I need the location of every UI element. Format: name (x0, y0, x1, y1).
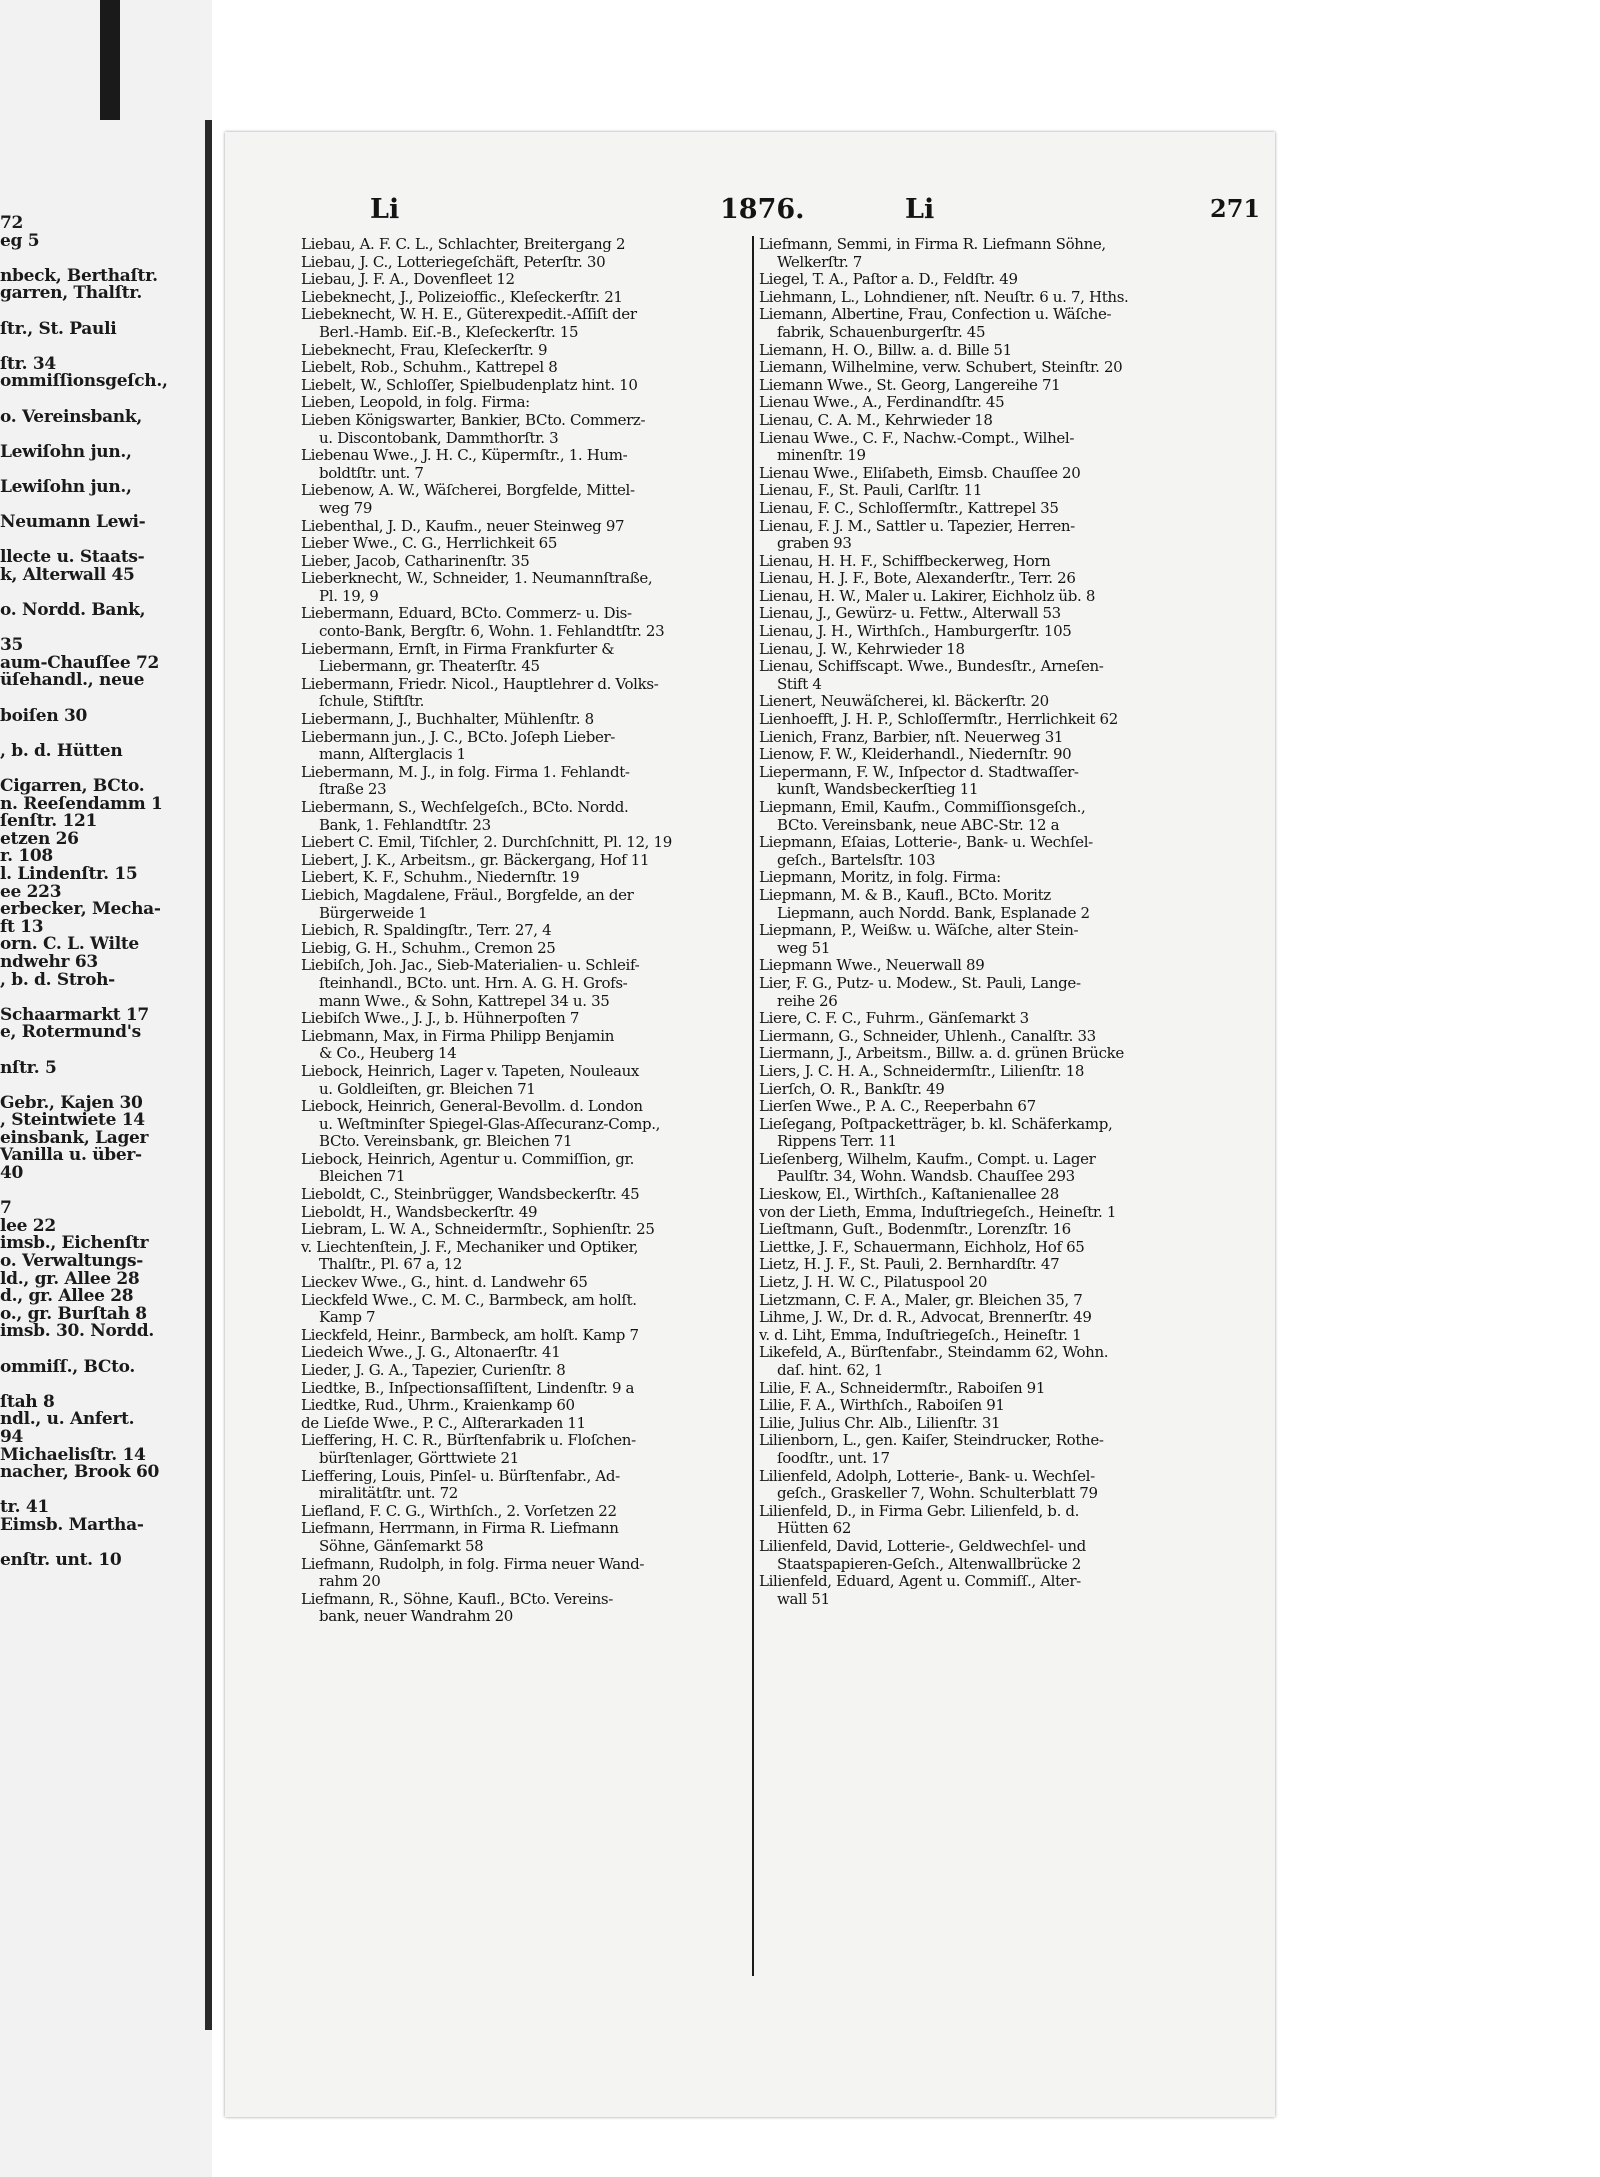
directory-entry-continuation: BCto. Vereinsbank, gr. Bleichen 71 (319, 1133, 573, 1151)
directory-entry: Liettke, J. F., Schauermann, Eichholz, Hof 65 (759, 1238, 1085, 1256)
directory-entry: Liebermann, Eduard, BCto. Commerz- u. Dis- (301, 605, 632, 623)
previous-page-line (0, 760, 205, 778)
directory-entry-continuation: Bürgerweide 1 (319, 904, 428, 922)
directory-entry: Lilienborn, L., gen. Kaiſer, Steindrucker, Rothe- (759, 1432, 1104, 1450)
directory-entry-continuation: Rippens Terr. 11 (777, 1133, 897, 1151)
directory-entry: Lieffering, H. C. R., Bürſtenfabrik u. Floſchen- (301, 1432, 636, 1450)
directory-entry: Liedeich Wwe., J. G., Altonaerſtr. 41 (301, 1344, 561, 1362)
previous-page-line: garren, Thalſtr. (0, 285, 142, 303)
directory-entry: Lierſch, O. R., Bankſtr. 49 (759, 1080, 945, 1098)
directory-entry: Liebmann, Max, in Firma Philipp Benjamin (301, 1027, 615, 1045)
directory-entry-continuation: Pl. 19, 9 (319, 587, 379, 605)
directory-entry-continuation: rahm 20 (319, 1573, 381, 1591)
directory-entry: Liebelt, Rob., Schuhm., Kattrepel 8 (301, 359, 558, 377)
directory-entry: Liebiſch, Joh. Jac., Sieb-Materialien- u. Schleif- (301, 957, 640, 975)
directory-entry-continuation: mann, Alſterglacis 1 (319, 746, 466, 764)
previous-page-line: Vanilla u. über- (0, 1147, 142, 1166)
directory-entry: Liepermann, F. W., Inſpector d. Stadtwaſſer- (759, 763, 1079, 781)
directory-entry: Lilienfeld, Eduard, Agent u. Commiſſ., Alter- (759, 1573, 1081, 1591)
directory-entry: Lieckfeld Wwe., C. M. C., Barmbeck, am holſt. (301, 1291, 637, 1309)
directory-entry-continuation: Liepmann, auch Nordd. Bank, Esplanade 2 (777, 904, 1090, 922)
directory-entry-continuation: geſch., Bartelsſtr. 103 (777, 851, 936, 869)
previous-page-line (0, 1183, 205, 1201)
previous-page-line: Eimsb. Martha- (0, 1516, 144, 1535)
directory-entry-continuation: & Co., Heuberg 14 (319, 1045, 457, 1063)
directory-entry: Liedtke, Rud., Uhrm., Kraienkamp 60 (301, 1397, 575, 1415)
directory-entry-continuation: mann Wwe., & Sohn, Kattrepel 34 u. 35 (319, 992, 610, 1010)
previous-page-line: d., gr. Allee 28 (0, 1288, 134, 1306)
header-letters-left: Li (370, 194, 400, 225)
directory-entry: Lienau Wwe., C. F., Nachw.-Compt., Wilhel- (759, 429, 1075, 447)
directory-entry-continuation: Stift 4 (777, 675, 822, 693)
directory-entry: Lieskow, El., Wirthſch., Kaſtanienallee 28 (759, 1186, 1059, 1204)
directory-entry: Liebock, Heinrich, Agentur u. Commiſſion, gr. (301, 1150, 635, 1168)
directory-entry: Lilienfeld, D., in Firma Gebr. Lilienfeld, b. d. (759, 1502, 1080, 1520)
directory-entry: Lieſenberg, Wilhelm, Kaufm., Compt. u. Lager (759, 1150, 1096, 1168)
directory-entry: Lienau, J. H., Wirthſch., Hamburgerſtr. 105 (759, 623, 1072, 641)
directory-entry: Lieberknecht, W., Schneider, 1. Neumannſtraße, (301, 570, 653, 588)
directory-entry: Lienau, F. C., Schloſſermſtr., Kattrepel 35 (759, 499, 1059, 517)
directory-entry: Liebau, A. F. C. L., Schlachter, Breitergang 2 (301, 236, 626, 253)
directory-entry: de Lieſde Wwe., P. C., Alſterarkaden 11 (301, 1414, 586, 1432)
previous-page-line: o. Nordd. Bank, (0, 602, 146, 620)
directory-entry: Liemann, Albertine, Frau, Confection u. Wäſche- (759, 306, 1112, 324)
directory-entry: Liebeknecht, Frau, Kleſeckerſtr. 9 (301, 341, 548, 359)
previous-page-line: ee 223 (0, 883, 62, 902)
previous-page-line: o. Verwaltungs- (0, 1253, 143, 1271)
previous-page-line (0, 338, 205, 356)
directory-entry: Lienau, H. W., Maler u. Lakirer, Eichholz üb. 8 (759, 587, 1096, 605)
directory-entry-continuation: ſoodſtr., unt. 17 (777, 1449, 890, 1467)
previous-page-line: Lewiſohn jun., (0, 443, 132, 462)
left-column (301, 236, 747, 1626)
directory-entry-continuation: daſ. hint. 62, 1 (777, 1362, 883, 1379)
previous-page-line: ommiſſ., BCto. (0, 1358, 135, 1377)
previous-page-text (0, 215, 205, 1570)
directory-entry-continuation: miralitätſtr. unt. 72 (319, 1485, 458, 1503)
directory-entry: Liebermann, M. J., in folg. Firma 1. Fehlandt- (301, 763, 630, 781)
previous-page-line: , b. d. Stroh- (0, 971, 115, 990)
directory-page (225, 132, 1275, 2117)
previous-page-line: nbeck, Berthaſtr. (0, 267, 158, 286)
directory-entry: Liers, J. C. H. A., Schneidermſtr., Lilienſtr. 18 (759, 1062, 1085, 1080)
directory-entry: Lienau, J., Gewürz- u. Fettw., Alterwall 53 (759, 605, 1061, 623)
directory-entry-continuation: Berl.-Hamb. Eiſ.-B., Kleſeckerſtr. 15 (319, 323, 579, 341)
previous-page-line: Cigarren, BCto. (0, 778, 145, 796)
directory-entry: Lietz, H. J. F., St. Pauli, 2. Bernhardſtr. 47 (759, 1256, 1060, 1274)
directory-entry-continuation: bürſtenlager, Görttwiete 21 (319, 1449, 519, 1467)
previous-page-line: Michaelisſtr. 14 (0, 1446, 146, 1465)
directory-entry: Liebeknecht, W. H. E., Güterexpedit.-Aſſiſt der (301, 306, 637, 324)
directory-entry: Lienau, F. J. M., Sattler u. Tapezier, Herren- (759, 517, 1075, 535)
previous-page-line: Lewiſohn jun., (0, 478, 132, 497)
previous-page-line: ſtr., St. Pauli (0, 320, 117, 339)
previous-page-line: 94 (0, 1428, 24, 1447)
right-column (759, 236, 1205, 1608)
directory-entry: Liebert, K. F., Schuhm., Niedernſtr. 19 (301, 869, 580, 887)
directory-entry: Liepmann, Emil, Kaufm., Commiſſionsgeſch., (759, 799, 1086, 816)
directory-entry: Lieffering, Louis, Pinſel- u. Bürſtenfabr., Ad- (301, 1467, 620, 1485)
directory-entry: Lieckev Wwe., G., hint. d. Landwehr 65 (301, 1274, 588, 1292)
previous-page-line: o., gr. Burſtah 8 (0, 1305, 147, 1324)
directory-entry: Lierſen Wwe., P. A. C., Reeperbahn 67 (759, 1098, 1036, 1116)
previous-page-line (0, 584, 205, 602)
previous-page-line: ſtr. 34 (0, 355, 56, 374)
directory-entry: Liebert C. Emil, Tiſchler, 2. Durchſchnitt, Pl. 12, 19 (301, 834, 672, 852)
directory-entry-continuation: Kamp 7 (319, 1309, 376, 1327)
binding-shadow (100, 0, 120, 120)
directory-entry-continuation: minenſtr. 19 (777, 447, 866, 465)
directory-entry: Lietz, J. H. W. C., Pilatuspool 20 (759, 1274, 988, 1292)
directory-entry: Likefeld, A., Bürſtenfabr., Steindamm 62, Wohn. (759, 1344, 1109, 1362)
directory-entry-continuation: ſteinhandl., BCto. unt. Hrn. A. G. H. Grofs- (319, 974, 628, 992)
directory-entry-continuation: Söhne, Gänſemarkt 58 (319, 1537, 484, 1555)
previous-page-line (0, 426, 205, 444)
directory-entry: v. d. Liht, Emma, Induſtriegeſch., Heineſtr. 1 (759, 1326, 1082, 1344)
directory-entry: Liebert, J. K., Arbeitsm., gr. Bäckergang, Hof 11 (301, 851, 650, 869)
previous-page-line (0, 303, 205, 321)
directory-entry: Liepmann, P., Weißw. u. Wäſche, alter Stein- (759, 922, 1079, 940)
directory-entry: Liermann, J., Arbeitsm., Billw. a. d. grünen Brücke (759, 1045, 1124, 1063)
directory-entry-continuation: weg 51 (777, 939, 831, 957)
directory-entry: Liehmann, L., Lohndiener, nſt. Neuſtr. 6 u. 7, Hths. (759, 288, 1129, 306)
previous-page-line (0, 620, 205, 638)
directory-entry: Lilienfeld, David, Lotterie-, Geldwechſel- und (759, 1537, 1086, 1555)
directory-entry: Lienau, F., St. Pauli, Carlſtr. 11 (759, 482, 983, 500)
directory-entry: Liebermann, Ernſt, in Firma Frankfurter & (301, 640, 615, 658)
previous-page-line (0, 461, 205, 479)
directory-entry: Lieſtmann, Guſt., Bodenmſtr., Lorenzſtr. 16 (759, 1221, 1071, 1239)
previous-page-line: lee 22 (0, 1217, 56, 1236)
previous-page-line: ndwehr 63 (0, 953, 98, 972)
previous-page-line: aum-Chauſſee 72 (0, 654, 160, 673)
directory-entry: Lieboldt, C., Steinbrügger, Wandsbeckerſtr. 45 (301, 1186, 640, 1204)
previous-page-line: ommiſſionsgeſch., (0, 373, 168, 391)
directory-entry: Liebram, L. W. A., Schneidermſtr., Sophienſtr. 25 (301, 1221, 655, 1239)
directory-entry: Lieboldt, H., Wandsbeckerſtr. 49 (301, 1203, 538, 1221)
directory-entry: Liebiſch Wwe., J. J., b. Hühnerpoſten 7 (301, 1010, 580, 1028)
directory-entry: Lienich, Franz, Barbier, nſt. Neuerweg 31 (759, 728, 1064, 746)
directory-entry-continuation: kunſt, Wandsbeckerſtieg 11 (777, 781, 979, 799)
previous-page-line: ft 13 (0, 918, 44, 937)
page-gutter (205, 120, 212, 2030)
page-header (225, 194, 1275, 234)
directory-entry-continuation: u. Discontobank, Dammthorſtr. 3 (319, 429, 559, 447)
directory-entry: Liefmann, Herrmann, in Firma R. Liefmann (301, 1520, 619, 1538)
directory-entry: Liebig, G. H., Schuhm., Cremon 25 (301, 939, 556, 957)
header-year: 1876. (720, 194, 805, 225)
directory-entry: Liefland, F. C. G., Wirthſch., 2. Vorſetzen 22 (301, 1502, 617, 1520)
previous-page-line: 72 (0, 215, 24, 233)
directory-entry: Lieber, Jacob, Catharinenſtr. 35 (301, 552, 530, 570)
directory-entry-continuation: wall 51 (777, 1590, 830, 1608)
directory-entry: Liebenow, A. W., Wäſcherei, Borgfelde, Mittel- (301, 482, 635, 500)
directory-entry: Liefmann, Semmi, in Firma R. Liefmann Söhne, (759, 236, 1106, 253)
directory-entry-continuation: ſchule, Stiftſtr. (319, 693, 425, 711)
previous-page-line: o. Vereinsbank, (0, 408, 142, 427)
directory-entry: Lieder, J. G. A., Tapezier, Curienſtr. 8 (301, 1362, 566, 1379)
previous-page-line: erbecker, Mecha- (0, 901, 161, 919)
directory-entry: Lienau, J. W., Kehrwieder 18 (759, 640, 965, 658)
previous-page-line (0, 1535, 205, 1553)
directory-entry: Liebenthal, J. D., Kaufm., neuer Steinweg 97 (301, 517, 625, 535)
directory-entry-continuation: graben 93 (777, 535, 852, 553)
directory-entry-continuation: u. Weſtminſter Spiegel-Glas-Aſſecuranz-Comp., (319, 1115, 661, 1133)
directory-entry-continuation: bank, neuer Wandrahm 20 (319, 1608, 513, 1626)
directory-entry: Liebelt, W., Schloſſer, Spielbudenplatz hint. 10 (301, 376, 638, 394)
directory-entry: Liemann Wwe., St. Georg, Langereihe 71 (759, 376, 1061, 394)
directory-entry: Lienau Wwe., A., Ferdinandſtr. 45 (759, 394, 1005, 412)
directory-entry: Liefmann, Rudolph, in folg. Firma neuer Wand- (301, 1555, 645, 1573)
previous-page-line: ld., gr. Allee 28 (0, 1270, 140, 1289)
previous-page-line (0, 1077, 205, 1095)
previous-page-line (0, 1341, 205, 1359)
directory-entry: Liebich, R. Spaldingſtr., Terr. 27, 4 (301, 922, 552, 940)
previous-page-line (0, 725, 205, 743)
directory-entry: Lieckfeld, Heinr., Barmbeck, am holſt. Kamp 7 (301, 1326, 639, 1344)
previous-page-line: 40 (0, 1165, 24, 1183)
directory-entry: Liepmann, Eſaias, Lotterie-, Bank- u. Wechſel- (759, 834, 1093, 852)
directory-entry: von der Lieth, Emma, Induſtriegeſch., Heineſtr. 1 (759, 1203, 1117, 1221)
directory-entry: v. Liechtenſtein, J. F., Mechaniker und Optiker, (301, 1238, 639, 1256)
directory-entry-continuation: Staatspapieren-Geſch., Altenwallbrücke 2 (777, 1555, 1081, 1573)
previous-page-line (0, 532, 205, 550)
directory-entry: Lieſegang, Poſtpacketträger, b. kl. Schäferkamp, (759, 1115, 1113, 1133)
directory-entry: Liebau, J. C., Lotteriegeſchäft, Peterſtr. 30 (301, 253, 606, 271)
directory-entry: Liebenau Wwe., J. H. C., Küpermſtr., 1. Hum- (301, 447, 628, 465)
directory-entry: Lienhoefft, J. H. P., Schloſſermſtr., Herrlichkeit 62 (759, 711, 1118, 729)
directory-entry: Liebock, Heinrich, Lager v. Tapeten, Nouleaux (301, 1062, 639, 1080)
directory-entry: Liemann, H. O., Billw. a. d. Bille 51 (759, 341, 1012, 359)
previous-page-fragment (0, 0, 212, 2177)
directory-entry: Lienau, H. H. F., Schiffbeckerweg, Horn (759, 552, 1051, 570)
previous-page-line (0, 690, 205, 708)
previous-page-line (0, 1042, 205, 1060)
previous-page-line: ſenſtr. 121 (0, 813, 98, 831)
column-divider (752, 236, 754, 1976)
previous-page-line (0, 1376, 205, 1394)
directory-entry: Lienau, Schiffscapt. Wwe., Bundesſtr., Arneſen- (759, 658, 1104, 676)
directory-entry-continuation: Bleichen 71 (319, 1168, 406, 1186)
header-letters-right: Li (905, 194, 935, 225)
directory-entry: Liebermann, J., Buchhalter, Mühlenſtr. 8 (301, 711, 594, 729)
previous-page-line: imsb. 30. Nordd. (0, 1323, 154, 1341)
previous-page-line: boiſen 30 (0, 707, 88, 726)
previous-page-line: nacher, Brook 60 (0, 1464, 160, 1482)
previous-page-line: e, Rotermund's (0, 1024, 141, 1042)
previous-page-line: , Steintwiete 14 (0, 1112, 145, 1130)
directory-entry: Liegel, T. A., Paſtor a. D., Feldſtr. 49 (759, 271, 1018, 289)
previous-page-line: üſehandl., neue (0, 672, 145, 691)
previous-page-line: l. Lindenſtr. 15 (0, 865, 138, 884)
previous-page-line: 7 (0, 1200, 12, 1218)
directory-entry: Liebau, J. F. A., Dovenfleet 12 (301, 271, 515, 289)
previous-page-line: etzen 26 (0, 830, 79, 849)
directory-entry-continuation: Thalſtr., Pl. 67 a, 12 (319, 1256, 462, 1274)
previous-page-line: einsbank, Lager (0, 1129, 149, 1148)
directory-entry-continuation: Hütten 62 (777, 1520, 852, 1538)
directory-entry-continuation: conto-Bank, Bergſtr. 6, Wohn. 1. Fehlandtſtr. 23 (319, 623, 665, 641)
previous-page-line: k, Alterwall 45 (0, 566, 135, 585)
previous-page-line: , b. d. Hütten (0, 742, 123, 761)
previous-page-line: orn. C. L. Wilte (0, 936, 139, 954)
directory-entry: Liedtke, B., Inſpectionsaſſiſtent, Lindenſtr. 9 a (301, 1379, 635, 1397)
directory-entry: Lienau Wwe., Eliſabeth, Eimsb. Chauſſee 20 (759, 464, 1081, 482)
directory-entry-continuation: BCto. Vereinsbank, neue ABC-Str. 12 a (777, 816, 1060, 834)
directory-entry-continuation: boldtſtr. unt. 7 (319, 464, 424, 482)
directory-entry-continuation: u. Goldleiſten, gr. Bleichen 71 (319, 1080, 536, 1098)
previous-page-line: n. Reeſendamm 1 (0, 795, 163, 814)
directory-entry-continuation: weg 79 (319, 499, 373, 517)
directory-entry: Lienert, Neuwäſcherei, kl. Bäckerſtr. 20 (759, 693, 1049, 711)
directory-entry: Lier, F. G., Putz- u. Modew., St. Pauli, Lange- (759, 974, 1081, 992)
directory-entry: Liefmann, R., Söhne, Kaufl., BCto. Vereins- (301, 1590, 613, 1608)
directory-entry-continuation: Bank, 1. Fehlandtſtr. 23 (319, 816, 491, 834)
directory-entry: Liepmann, M. & B., Kaufl., BCto. Moritz (759, 886, 1051, 904)
previous-page-line: Neumann Lewi- (0, 514, 146, 532)
directory-entry: Lienau, C. A. M., Kehrwieder 18 (759, 411, 993, 429)
previous-page-line: enſtr. unt. 10 (0, 1552, 122, 1570)
directory-entry: Liebock, Heinrich, General-Bevollm. d. London (301, 1098, 643, 1116)
directory-entry: Liere, C. F. C., Fuhrm., Gänſemarkt 3 (759, 1010, 1029, 1028)
directory-entry: Liebermann, S., Wechſelgeſch., BCto. Nordd. (301, 799, 629, 816)
directory-entry: Liebermann jun., J. C., BCto. Joſeph Lieber- (301, 728, 616, 746)
directory-entry: Lieben, Leopold, in folg. Firma: (301, 394, 530, 412)
previous-page-line: tr. 41 (0, 1499, 49, 1517)
previous-page-line: Gebr., Kajen 30 (0, 1094, 143, 1113)
directory-entry: Liebich, Magdalene, Fräul., Borgfelde, an der (301, 886, 634, 904)
previous-page-line: r. 108 (0, 848, 53, 866)
previous-page-line (0, 497, 205, 515)
previous-page-line: imsb., Eichenſtr (0, 1235, 149, 1254)
directory-entry: Lilie, F. A., Wirthſch., Raboiſen 91 (759, 1397, 1005, 1415)
directory-entry-continuation: Welkerſtr. 7 (777, 253, 862, 271)
previous-page-line: Schaarmarkt 17 (0, 1006, 149, 1025)
directory-entry-continuation: geſch., Graskeller 7, Wohn. Schulterblatt 79 (777, 1485, 1098, 1503)
previous-page-line (0, 1482, 205, 1500)
directory-entry: Lilie, Julius Chr. Alb., Lilienſtr. 31 (759, 1414, 1001, 1432)
directory-entry: Liepmann, Moritz, in folg. Firma: (759, 869, 1001, 887)
directory-entry: Liepmann Wwe., Neuerwall 89 (759, 957, 985, 975)
directory-entry-continuation: fabrik, Schauenburgerſtr. 45 (777, 323, 986, 341)
page-number: 271 (1210, 194, 1261, 223)
directory-entry-continuation: ſtraße 23 (319, 781, 387, 799)
directory-entry: Lienow, F. W., Kleiderhandl., Niedernſtr. 90 (759, 746, 1072, 764)
previous-page-line: llecte u. Staats- (0, 549, 145, 567)
previous-page-line (0, 250, 205, 268)
directory-entry: Lienau, H. J. F., Bote, Alexanderſtr., Terr. 26 (759, 570, 1076, 588)
directory-entry-continuation: Liebermann, gr. Theaterſtr. 45 (319, 658, 540, 676)
previous-page-line (0, 391, 205, 409)
previous-page-line: nſtr. 5 (0, 1059, 57, 1078)
previous-page-line: ſtah 8 (0, 1393, 55, 1412)
directory-entry: Lietzmann, C. F. A., Maler, gr. Bleichen 35, 7 (759, 1291, 1083, 1309)
previous-page-line: 35 (0, 637, 24, 655)
directory-entry-continuation: Paulſtr. 34, Wohn. Wandsb. Chauſſee 293 (777, 1168, 1075, 1186)
directory-entry: Liemann, Wilhelmine, verw. Schubert, Steinſtr. 20 (759, 359, 1123, 377)
directory-entry: Lieber Wwe., C. G., Herrlichkeit 65 (301, 535, 558, 553)
directory-entry: Liebeknecht, J., Polizeioffic., Kleſeckerſtr. 21 (301, 288, 623, 306)
previous-page-line: eg 5 (0, 232, 40, 251)
directory-entry: Lihme, J. W., Dr. d. R., Advocat, Brennerſtr. 49 (759, 1309, 1092, 1327)
directory-entry-continuation: reihe 26 (777, 992, 838, 1010)
directory-entry: Lilienfeld, Adolph, Lotterie-, Bank- u. Wechſel- (759, 1467, 1095, 1485)
directory-entry: Liebermann, Friedr. Nicol., Hauptlehrer d. Volks- (301, 675, 659, 693)
directory-entry: Lilie, F. A., Schneidermſtr., Raboiſen 91 (759, 1379, 1046, 1397)
directory-entry: Liermann, G., Schneider, Uhlenh., Canalſtr. 33 (759, 1027, 1096, 1045)
directory-entry: Lieben Königswarter, Bankier, BCto. Commerz- (301, 411, 646, 429)
previous-page-line: ndl., u. Anfert. (0, 1411, 135, 1429)
previous-page-line (0, 989, 205, 1007)
